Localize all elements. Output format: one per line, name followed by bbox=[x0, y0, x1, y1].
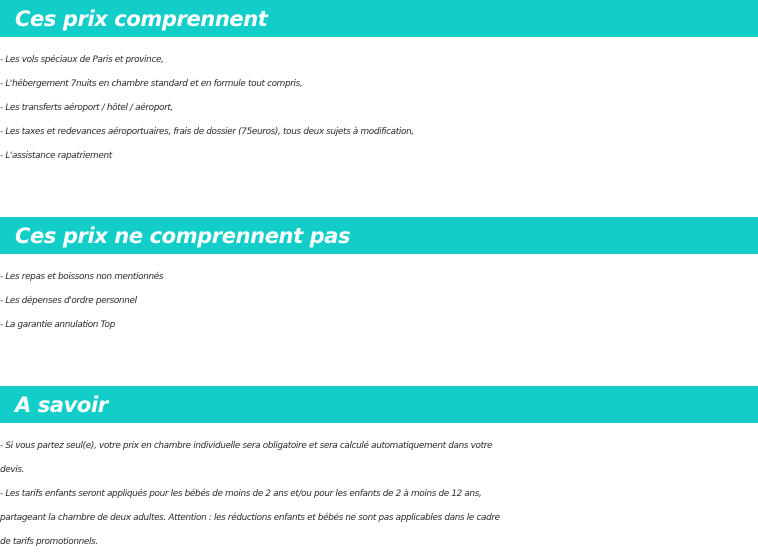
list-item: - Les tarifs enfants seront appliqués pour les bébés de moins de 2 ans et/ou pour les enfants de 2 à moins de 12 ans, bbox=[0, 489, 482, 499]
section-body-included bbox=[0, 48, 758, 168]
list-item: - Les repas et boissons non mentionnés bbox=[0, 272, 164, 282]
list-item: - Les taxes et redevances aéroportuaires, frais de dossier (75euros), tous deux sujets à modification, bbox=[0, 127, 414, 137]
list-item: - Les vols spéciaux de Paris et province, bbox=[0, 55, 164, 65]
list-item: devis. bbox=[0, 465, 25, 475]
section-good-to-know bbox=[0, 386, 758, 554]
list-item: de tarifs promotionnels. bbox=[0, 537, 98, 547]
section-title: Ces prix ne comprennent pas bbox=[15, 223, 351, 248]
section-header-good-to-know bbox=[0, 386, 758, 423]
section-body-good-to-know bbox=[0, 434, 758, 554]
list-item: - Les transferts aéroport / hôtel / aéroport, bbox=[0, 103, 173, 113]
section-body-not-included bbox=[0, 265, 758, 337]
list-item: - L'hébergement 7nuits en chambre standard et en formule tout compris, bbox=[0, 79, 303, 89]
section-not-included bbox=[0, 217, 758, 337]
section-header-included bbox=[0, 0, 758, 37]
section-title: Ces prix comprennent bbox=[15, 6, 268, 31]
list-item: partageant la chambre de deux adultes. Attention : les réductions enfants et bébés ne sont pas applicables dans le cadre bbox=[0, 513, 500, 523]
list-item: - L'assistance rapatriement bbox=[0, 151, 112, 161]
list-item: - La garantie annulation Top bbox=[0, 320, 115, 330]
section-title: A savoir bbox=[15, 392, 108, 417]
list-item: - Si vous partez seul(e), votre prix en chambre individuelle sera obligatoire et sera calculé automatiquement dans votre bbox=[0, 441, 493, 451]
section-included bbox=[0, 0, 758, 168]
section-header-not-included bbox=[0, 217, 758, 254]
list-item: - Les dépenses d'ordre personnel bbox=[0, 296, 137, 306]
